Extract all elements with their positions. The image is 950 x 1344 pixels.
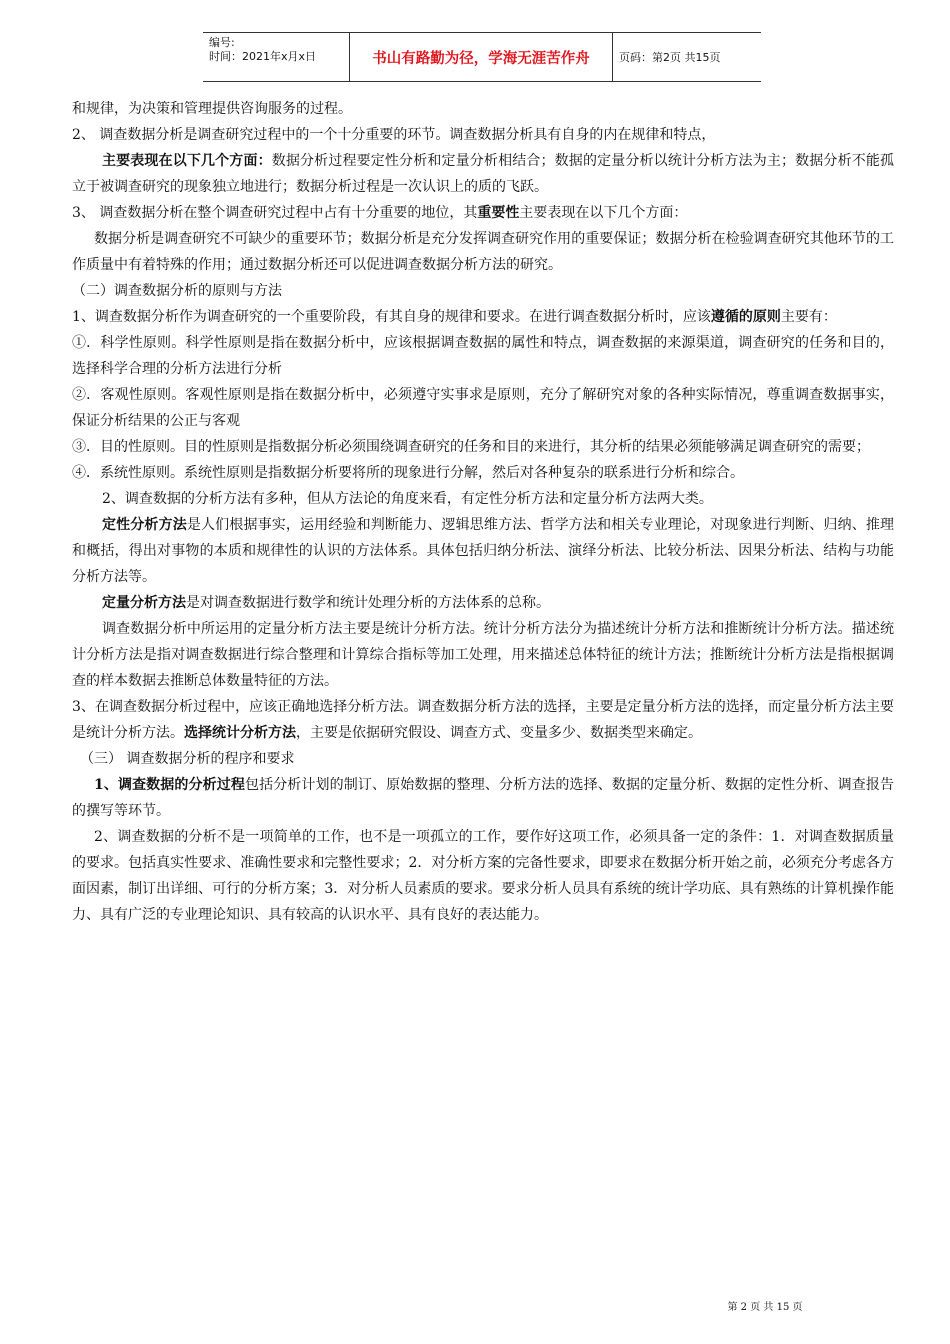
header-page-info: 页码：第2页 共15页 xyxy=(619,51,721,64)
paragraph: 1、调查数据的分析过程包括分析计划的制订、原始数据的整理、分析方法的选择、数据的定量分析、数据的定性分析、调查报告的撰写等环节。 xyxy=(72,777,894,819)
list-item: ②．客观性原则。客观性原则是指在数据分析中，必须遵守实事求是原则，充分了解研究对象的各种实际情况，尊重调查数据事实，保证分析结果的公正与客观 xyxy=(72,387,894,429)
list-item: ③．目的性原则。目的性原则是指数据分析必须围绕调查研究的任务和目的来进行，其分析的结果必须能够满足调查研究的需要； xyxy=(72,439,870,455)
paragraph: 1、调查数据分析作为调查研究的一个重要阶段，有其自身的规律和要求。在进行调查数据分析时，应该遵循的原则主要有： xyxy=(72,309,837,325)
paragraph: 2、调查数据的分析不是一项简单的工作，也不是一项孤立的工作，要作好这项工作，必须具备一定的条件：1．对调查数据质量的要求。包括真实性要求、准确性要求和完整性要求；2．对分析方案的完备性要求，即要求在数据分析开始之前，必须充分考虑各方面因素，制订出详细、可行的分析方案；3．对分析人员素质的要求。要求分析人员具有系统的统计学功底、具有熟练的计算机操作能力、具有广泛的专业理论知识、具有较高的认识水平、具有良好的表达能力。 xyxy=(72,829,894,923)
paragraph: 和规律，为决策和管理提供咨询服务的过程。 xyxy=(72,101,352,117)
section-heading: （三） 调查数据分析的程序和要求 xyxy=(80,751,295,767)
paragraph: 2、 调查数据分析是调查研究过程中的一个十分重要的环节。调查数据分析具有自身的内在规律和特点， xyxy=(72,127,716,143)
paragraph: 3、 调查数据分析在整个调查研究过程中占有十分重要的地位，其重要性主要表现在以下几个方面： xyxy=(72,205,688,221)
page-footer: 第 2 页 共 15 页 xyxy=(727,1302,803,1313)
paragraph: 定量分析方法是对调查数据进行数学和统计处理分析的方法体系的总称。 xyxy=(102,595,550,611)
paragraph: 2、调查数据的分析方法有多种，但从方法论的角度来看，有定性分析方法和定量分析方法两大类。 xyxy=(102,491,713,507)
header-number: 编号: xyxy=(209,36,235,49)
paragraph: 定性分析方法是人们根据事实，运用经验和判断能力、逻辑思维方法、哲学方法和相关专业理论，对现象进行判断、归纳、推理和概括，得出对事物的本质和规律性的认识的方法体系。具体包括归纳分析法、演绎分析法、比较分析法、因果分析法、结构与功能分析方法等。 xyxy=(72,517,894,585)
paragraph: 3、在调查数据分析过程中，应该正确地选择分析方法。调查数据分析方法的选择，主要是定量分析方法的选择，而定量分析方法主要是统计分析方法。选择统计分析方法，主要是依据研究假设、调查方式、变量多少、数据类型来确定。 xyxy=(72,699,894,741)
page-header xyxy=(203,32,761,82)
header-motto: 书山有路勤为径，学海无涯苦作舟 xyxy=(349,33,613,81)
section-heading: （二）调查数据分析的原则与方法 xyxy=(72,283,282,299)
paragraph: 主要表现在以下几个方面：数据分析过程要定性分析和定量分析相结合；数据的定量分析以统计分析方法为主；数据分析不能孤立于被调查研究的现象独立地进行；数据分析过程是一次认识上的质的飞跃。 xyxy=(72,153,895,195)
list-item: ①．科学性原则。科学性原则是指在数据分析中，应该根据调查数据的属性和特点，调查数据的来源渠道，调查研究的任务和目的，选择科学合理的分析方法进行分析 xyxy=(72,335,894,377)
header-date: 时间：2021年x月x日 xyxy=(209,50,317,63)
list-item: ④．系统性原则。系统性原则是指数据分析要将所的现象进行分解，然后对各种复杂的联系进行分析和综合。 xyxy=(72,465,744,481)
paragraph: 数据分析是调查研究不可缺少的重要环节；数据分析是充分发挥调查研究作用的重要保证；数据分析在检验调查研究其他环节的工作质量中有着特殊的作用；通过数据分析还可以促进调查数据分析方法的研究。 xyxy=(72,231,894,273)
paragraph: 调查数据分析中所运用的定量分析方法主要是统计分析方法。统计分析方法分为描述统计分析方法和推断统计分析方法。描述统计分析方法是指对调查数据进行综合整理和计算综合指标等加工处理，用来描述总体特征的统计方法；推断统计分析方法是指根据调查的样本数据去推断总体数量特征的方法。 xyxy=(72,621,894,689)
document-body xyxy=(72,96,894,928)
header-meta xyxy=(203,33,349,81)
